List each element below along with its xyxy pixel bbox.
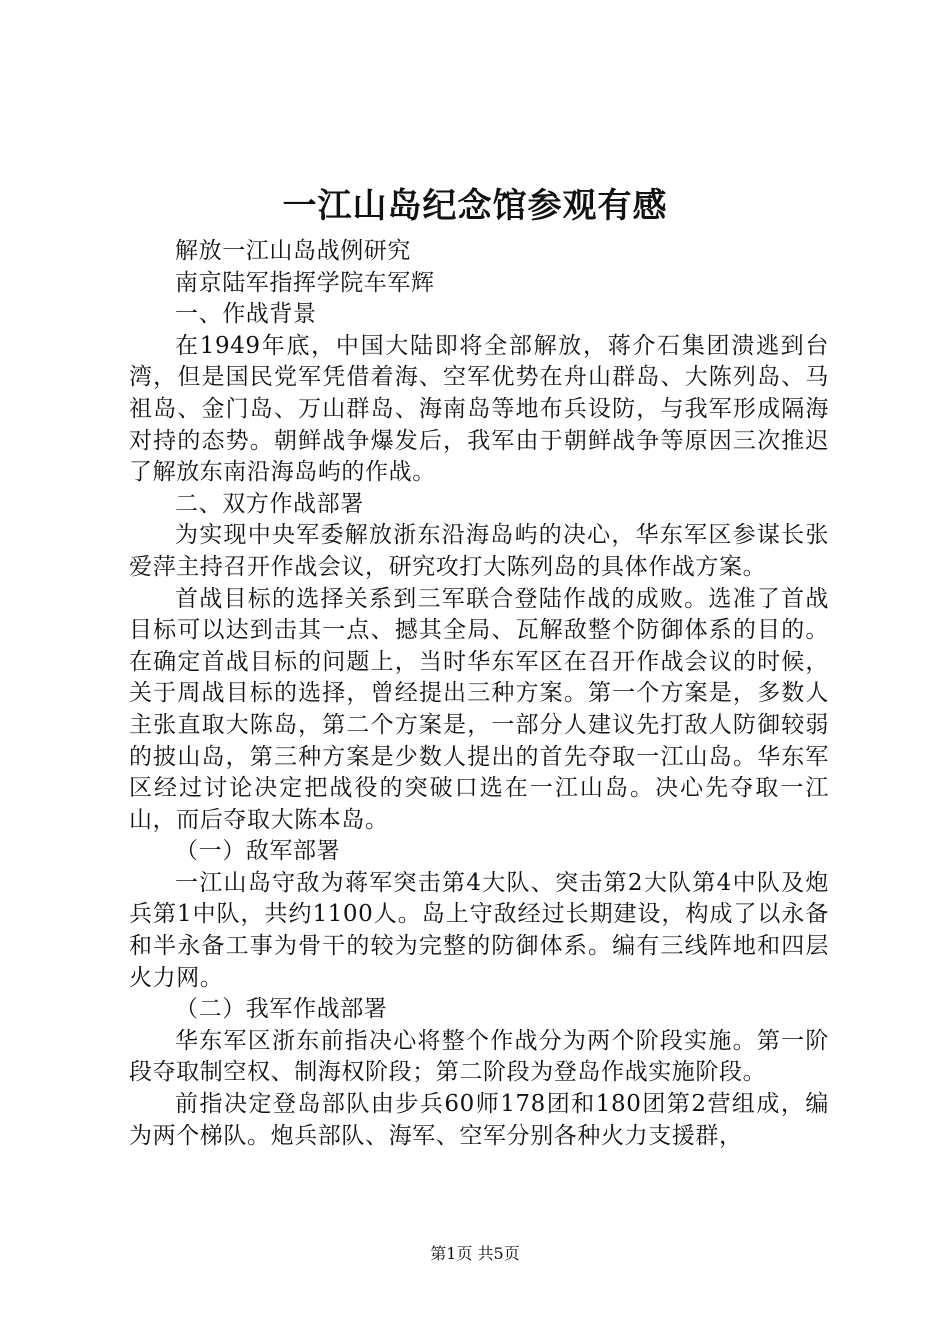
section-heading-deployment: 二、双方作战部署 [175, 490, 364, 517]
paragraph-landing-force: 前指决定登岛部队由步兵60师178团和180团第2营组成，编为两个梯队。炮兵部队、海军、空军分别各种火力支援群， [129, 1091, 829, 1149]
paragraph-background: 在1949年底，中国大陆即将全部解放，蒋介石集团溃逃到台湾，但是国民党军凭借着海、空军优势在舟山群岛、大陈列岛、马祖岛、金门岛、万山群岛、海南岛等地布兵设防，与我军形成隔海对持的态势。朝鲜战争爆发后，我军由于朝鲜战争等原因三次推迟了解放东南沿海岛屿的作战。 [129, 332, 829, 486]
paragraph-first-target: 首战目标的选择关系到三军联合登陆作战的成败。选准了首战目标可以达到击其一点、撼其全局、瓦解敌整个防御体系的目的。在确定首战目标的问题上，当时华东军区在召开作战会议的时候，关于周战目标的选择，曾经提出三种方案。第一个方案是，多数人主张直取大陈岛，第二个方案是，一部分人建议先打敌人防御较弱的披山岛，第三种方案是少数人提出的首先夺取一江山岛。华东军区经过讨论决定把战役的突破口选在一江山岛。决心先夺取一江山，而后夺取大陈本岛。 [129, 585, 829, 833]
document-body [129, 236, 829, 1152]
subsection-heading-our-army: （二）我军作战部署 [175, 996, 388, 1023]
paragraph-case-study-heading: 解放一江山岛战例研究 [175, 238, 411, 264]
page-number-footer: 第1页 共5页 [430, 1244, 520, 1263]
paragraph-enemy: 一江山岛守敌为蒋军突击第4大队、突击第2大队第4中队及炮兵第1中队，共约1100人。岛上守敌经过长期建设，构成了以永备和半永备工事为骨干的较为完整的防御体系。编有三线阵地和四层火力网。 [129, 869, 829, 991]
paragraph-two-phases: 华东军区浙东前指决心将整个作战分为两个阶段实施。第一阶段夺取制空权、制海权阶段；第二阶段为登岛作战实施阶段。 [129, 1027, 829, 1086]
paragraph-author: 南京陆军指挥学院车军辉 [175, 269, 435, 296]
document-title: 一江山岛纪念馆参观有感 [282, 186, 668, 226]
subsection-heading-enemy: （一）敌军部署 [175, 838, 341, 865]
section-heading-background: 一、作战背景 [175, 301, 317, 328]
paragraph-deployment-intro: 为实现中央军委解放浙东沿海岛屿的决心，华东军区参谋长张爱萍主持召开作战会议，研究攻打大陈列岛的具体作战方案。 [129, 522, 829, 580]
